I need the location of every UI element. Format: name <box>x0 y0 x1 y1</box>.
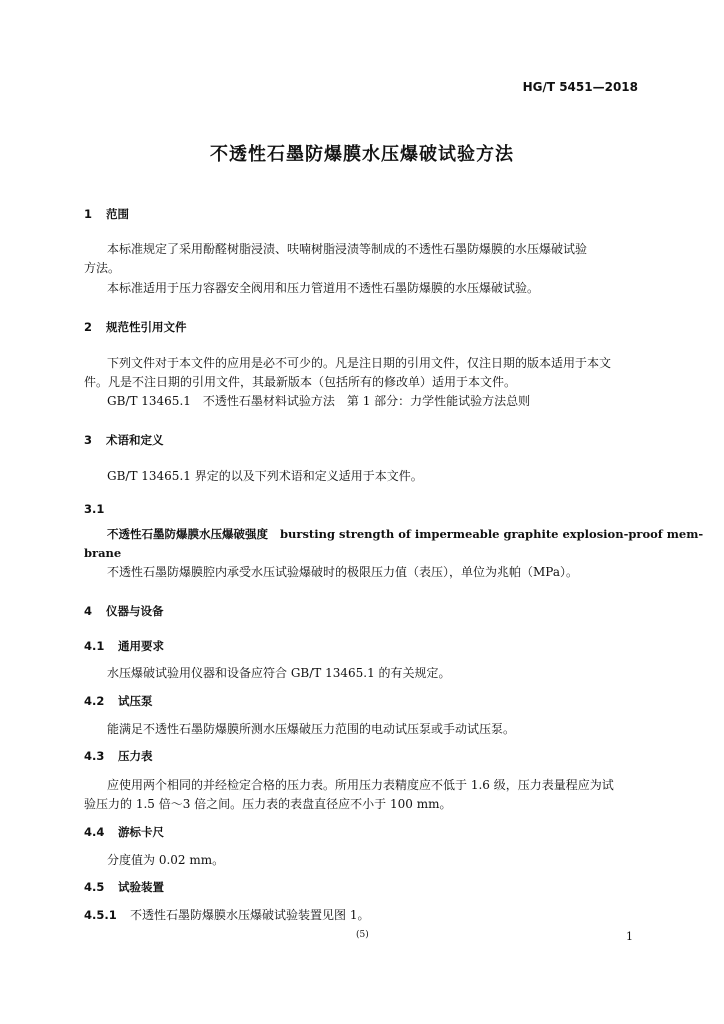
paragraph: 能满足不透性石墨防爆膜所测水压爆破压力范围的电动试压泵或手动试压泵。 <box>107 722 516 736</box>
section-4-1-heading <box>84 638 164 654</box>
clause-text: 不透性石墨防爆膜水压爆破试验装置见图 1。 <box>130 908 370 922</box>
section-4-2-heading <box>84 693 153 709</box>
standard-number: HG/T 5451—2018 <box>522 80 638 94</box>
section-number: 3 <box>84 433 93 447</box>
section-number: 4.3 <box>84 749 105 763</box>
section-title: 游标卡尺 <box>118 825 164 839</box>
section-title: 范围 <box>106 207 129 221</box>
paragraph: 下列文件对于本文件的应用是必不可少的。凡是注日期的引用文件，仅注日期的版本适用于本文 <box>107 356 612 370</box>
paragraph: 水压爆破试验用仪器和设备应符合 GB/T 13465.1 的有关规定。 <box>107 666 451 680</box>
sheet-mark: (5) <box>356 930 369 940</box>
normative-reference: GB/T 13465.1 不透性石墨材料试验方法 第 1 部分：力学性能试验方法总则 <box>107 394 531 408</box>
term-chinese: 不透性石墨防爆膜水压爆破强度 <box>107 527 268 541</box>
term-english-continued: brane <box>84 546 122 560</box>
paragraph: 本标准适用于压力容器安全阀用和压力管道用不透性石墨防爆膜的水压爆破试验。 <box>107 281 540 295</box>
clause-number: 4.5.1 <box>84 908 117 922</box>
section-title: 规范性引用文件 <box>106 320 187 334</box>
section-title: 通用要求 <box>118 639 164 653</box>
section-number: 4.1 <box>84 639 105 653</box>
clause-4-5-1 <box>84 906 369 924</box>
section-4-heading <box>84 603 164 619</box>
section-number: 1 <box>84 207 93 221</box>
section-1-heading <box>84 206 129 222</box>
section-4-4-heading <box>84 824 164 840</box>
paragraph: 验压力的 1.5 倍～3 倍之间。压力表的表盘直径应不小于 100 mm。 <box>84 797 452 811</box>
section-title: 术语和定义 <box>106 433 164 447</box>
page-number: 1 <box>626 930 633 943</box>
section-number: 4.4 <box>84 825 105 839</box>
paragraph: 件。凡是不注日期的引用文件，其最新版本（包括所有的修改单）适用于本文件。 <box>84 375 517 389</box>
paragraph: 分度值为 0.02 mm。 <box>107 853 225 867</box>
section-number: 4.2 <box>84 694 105 708</box>
section-2-heading <box>84 319 187 335</box>
section-number: 4.5 <box>84 880 105 894</box>
term-english: bursting strength of impermeable graphite explosion-proof mem- <box>280 527 704 541</box>
section-3-heading <box>84 432 164 448</box>
term-number: 3.1 <box>84 502 105 516</box>
paragraph: 方法。 <box>84 261 121 275</box>
section-number: 4 <box>84 604 93 618</box>
paragraph: GB/T 13465.1 界定的以及下列术语和定义适用于本文件。 <box>107 469 423 483</box>
section-4-3-heading <box>84 748 153 764</box>
paragraph: 本标准规定了采用酚醛树脂浸渍、呋喃树脂浸渍等制成的不透性石墨防爆膜的水压爆破试验 <box>107 242 588 256</box>
section-title: 压力表 <box>118 749 153 763</box>
section-title: 仪器与设备 <box>106 604 164 618</box>
term-definition: 不透性石墨防爆膜腔内承受水压试验爆破时的极限压力值（表压），单位为兆帕（MPa）。 <box>107 565 578 579</box>
document-title: 不透性石墨防爆膜水压爆破试验方法 <box>210 144 514 165</box>
paragraph: 应使用两个相同的并经检定合格的压力表。所用压力表精度应不低于 1.6 级，压力表量程应为试 <box>107 778 614 792</box>
section-title: 试验装置 <box>118 880 164 894</box>
section-4-5-heading <box>84 879 164 895</box>
term-entry <box>107 525 703 543</box>
section-title: 试压泵 <box>118 694 153 708</box>
section-number: 2 <box>84 320 93 334</box>
